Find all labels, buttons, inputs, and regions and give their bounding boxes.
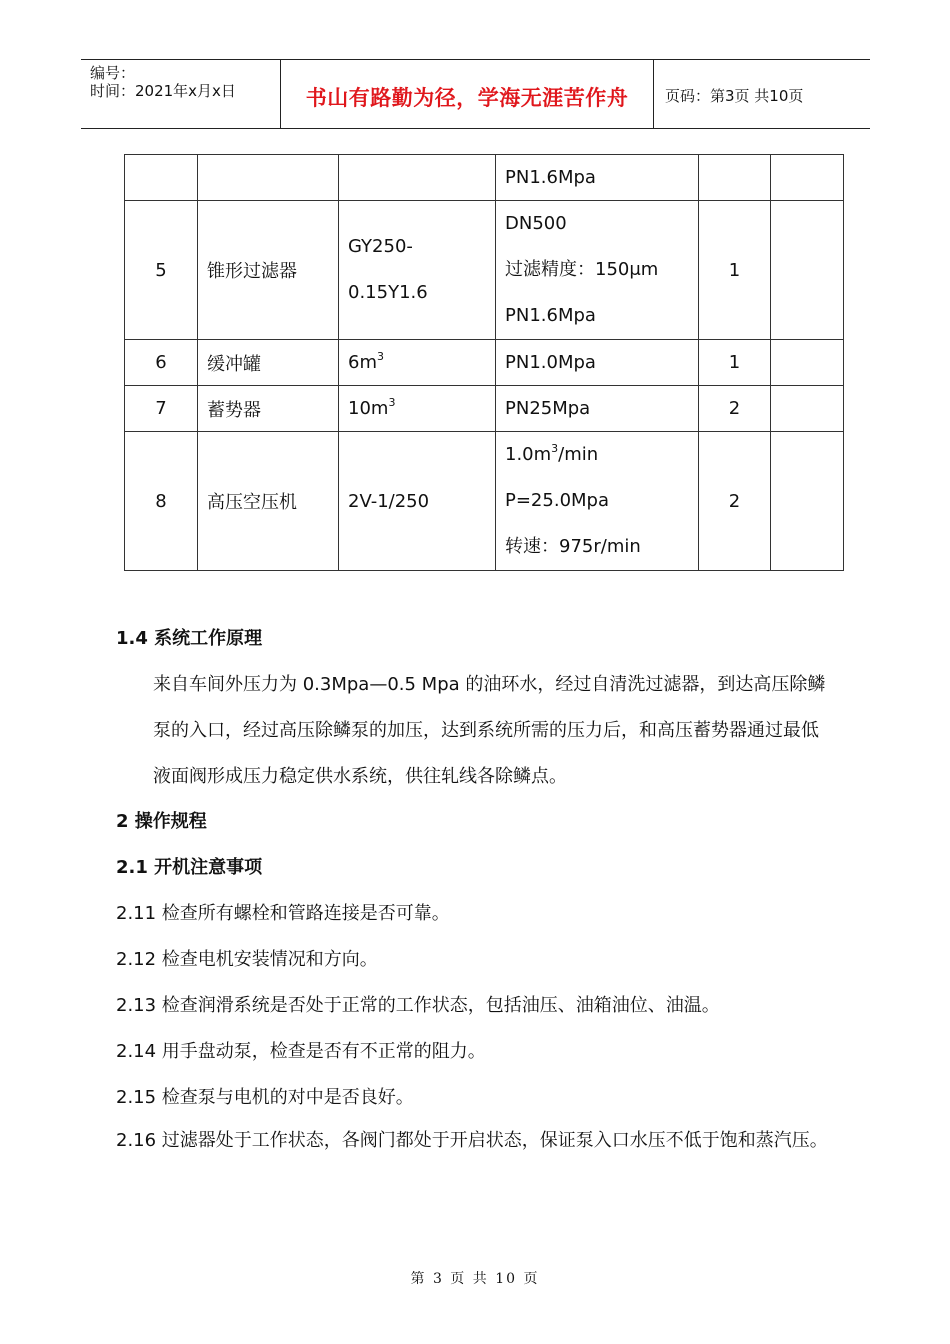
equipment-table <box>124 154 844 571</box>
table-row <box>125 201 844 340</box>
list-item: 2.14 用手盘动泵，检查是否有不正常的阻力。 <box>116 1041 486 1062</box>
cell-name: 高压空压机 <box>198 432 339 571</box>
cell-name <box>198 155 339 201</box>
spec-line: DN500 <box>505 213 567 234</box>
section-title-2: 2 操作规程 <box>116 811 207 832</box>
cell-name: 缓冲罐 <box>198 340 339 386</box>
cell-spec <box>496 432 699 571</box>
cell-model <box>339 340 496 386</box>
cell-note <box>771 340 844 386</box>
cell-no: 7 <box>125 386 198 432</box>
model-line: GY250- <box>348 236 413 257</box>
header-motto: 书山有路勤为径，学海无涯苦作舟 <box>305 86 629 110</box>
table-row <box>125 432 844 571</box>
cell-model <box>339 155 496 201</box>
model-base: 10m <box>348 398 389 419</box>
spec-base: 1.0m <box>505 444 552 465</box>
cell-no: 5 <box>125 201 198 340</box>
section-1-4-paragraph <box>116 662 836 800</box>
cell-name: 锥形过滤器 <box>198 201 339 340</box>
header-left-cell <box>81 60 281 128</box>
model-superscript: 3 <box>388 396 396 409</box>
spec-superscript: 3 <box>551 442 559 455</box>
header-page-cell <box>654 60 870 128</box>
cell-qty: 1 <box>699 201 771 340</box>
spec-tail: /min <box>558 444 599 465</box>
cell-spec: PN1.6Mpa <box>496 155 699 201</box>
date-label: 时间：2021年x月x日 <box>90 82 236 100</box>
page-footer: 第 3 页 共 10 页 <box>410 1271 540 1287</box>
cell-qty: 2 <box>699 432 771 571</box>
model-superscript: 3 <box>377 350 384 363</box>
cell-note <box>771 201 844 340</box>
list-item: 2.15 检查泵与电机的对中是否良好。 <box>116 1087 414 1108</box>
cell-note <box>771 155 844 201</box>
spec-line: PN1.6Mpa <box>505 305 596 326</box>
list-item: 2.12 检查电机安装情况和方向。 <box>116 949 378 970</box>
cell-qty: 2 <box>699 386 771 432</box>
table-row <box>125 340 844 386</box>
spec-line: 转速：975r/min <box>505 536 641 557</box>
section-title-1-4: 1.4 系统工作原理 <box>116 628 263 649</box>
spec-line: 过滤精度：150μm <box>505 259 659 280</box>
section-title-2-1: 2.1 开机注意事项 <box>116 857 263 878</box>
list-item: 2.13 检查润滑系统是否处于正常的工作状态，包括油压、油箱油位、油温。 <box>116 995 720 1016</box>
header-motto-cell <box>281 60 654 128</box>
cell-no: 6 <box>125 340 198 386</box>
cell-note <box>771 432 844 571</box>
cell-no: 8 <box>125 432 198 571</box>
cell-note <box>771 386 844 432</box>
spec-line: P=25.0Mpa <box>505 490 610 511</box>
paragraph-text: 来自车间外压力为 0.3Mpa—0.5 Mpa 的油环水，经过自清洗过滤器，到达高压除鳞泵的入口，经过高压除鳞泵的加压，达到系统所需的压力后，和高压蓄势器通过最低液面阀形成压力稳定供水系统，供往轧线各除鳞点。 <box>153 674 826 787</box>
table-row <box>125 386 844 432</box>
spec-line <box>505 432 698 478</box>
cell-spec <box>496 201 699 340</box>
list-item: 2.11 检查所有螺栓和管路连接是否可靠。 <box>116 903 450 924</box>
cell-qty <box>699 155 771 201</box>
cell-no <box>125 155 198 201</box>
cell-model <box>339 386 496 432</box>
cell-spec: PN25Mpa <box>496 386 699 432</box>
model-line: 0.15Y1.6 <box>348 282 428 303</box>
serial-number-label: 编号： <box>90 64 136 82</box>
list-item-2-16: 2.16 过滤器处于工作状态，各阀门都处于开启状态，保证泵入口水压不低于饱和蒸汽压。 <box>116 1130 828 1151</box>
table-row <box>125 155 844 201</box>
cell-model: 2V-1/250 <box>339 432 496 571</box>
cell-qty: 1 <box>699 340 771 386</box>
cell-spec: PN1.0Mpa <box>496 340 699 386</box>
cell-model <box>339 201 496 340</box>
cell-name: 蓄势器 <box>198 386 339 432</box>
model-base: 6m <box>348 352 377 373</box>
header-page-number: 页码：第3页 共10页 <box>665 87 804 105</box>
page-header <box>81 59 870 129</box>
